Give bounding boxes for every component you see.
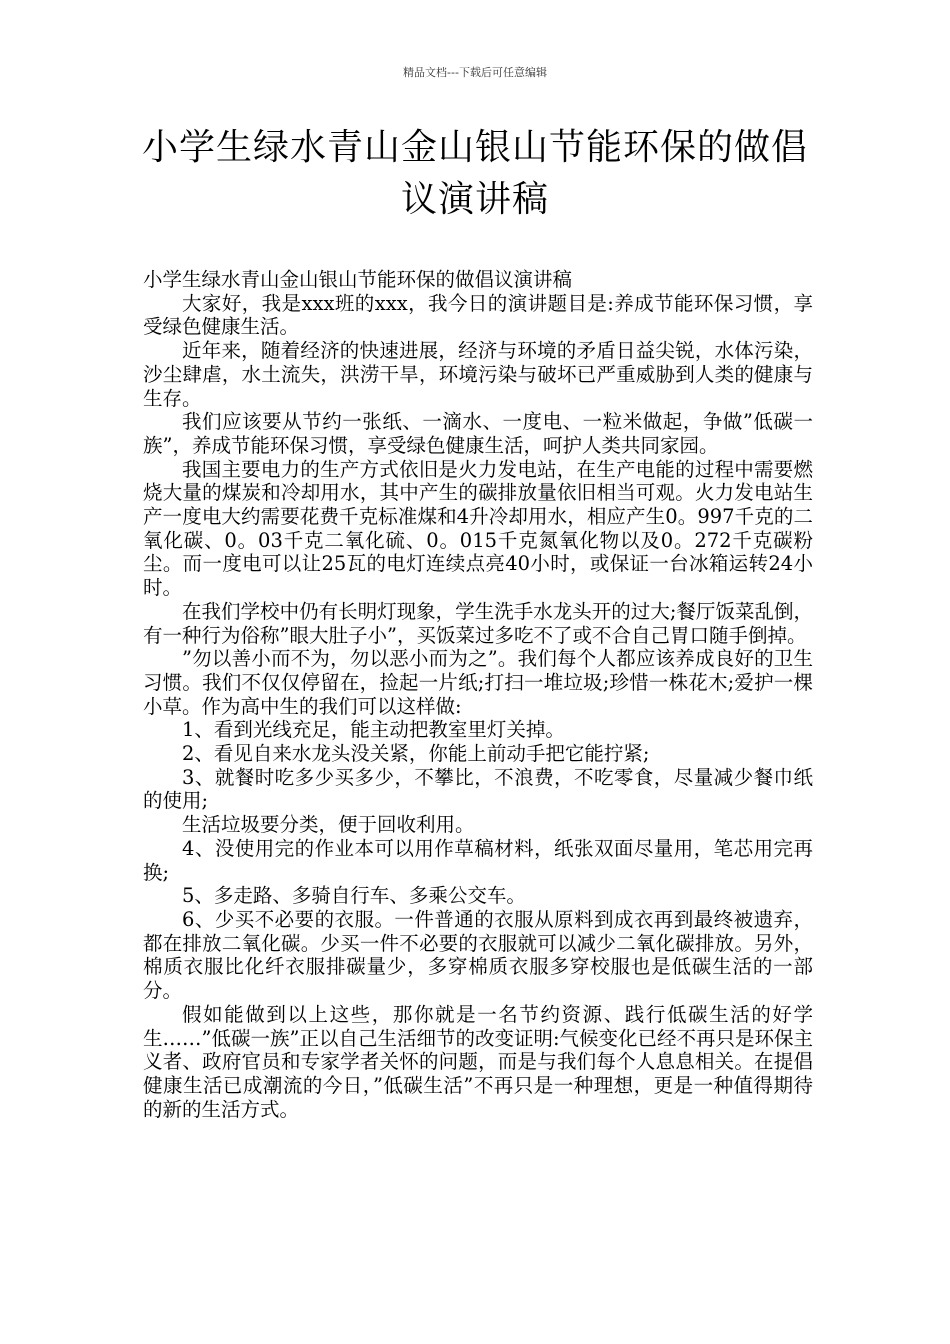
header-note: 精品文档---下载后可任意编辑 <box>403 66 547 79</box>
list-item: 6、少买不必要的衣服。一件普通的衣服从原料到成衣再到最终被遗弃，都在排放二氧化碳。少买一件不必要的衣服就可以减少二氧化碳排放。另外，棉质衣服比化纤衣服排碳量少，多穿棉质衣服多穿校服也是低碳生活的一部分。 <box>143 907 813 1003</box>
list-item: 4、没使用完的作业本可以用作草稿材料，纸张双面尽量用，笔芯用完再换; <box>143 836 813 884</box>
paragraph: 近年来，随着经济的快速进展，经济与环境的矛盾日益尖锐，水体污染，沙尘肆虐，水土流失，洪涝干旱，环境污染与破坏已严重威胁到人类的健康与生存。 <box>143 339 813 410</box>
paragraph: 我们应该要从节约一张纸、一滴水、一度电、一粒米做起，争做”低碳一族”，养成节能环保习惯，享受绿色健康生活，呵护人类共同家园。 <box>143 410 813 457</box>
list-item: 生活垃圾要分类，便于回收利用。 <box>182 813 475 837</box>
paragraph: ”勿以善小而不为，勿以恶小而为之”。我们每个人都应该养成良好的卫生习惯。我们不仅仅停留在，捡起一片纸;打扫一堆垃圾;珍惜一株花木;爱护一棵小草。作为高中生的我们可以这样做: <box>143 647 813 718</box>
list-item: 2、看见自来水龙头没关紧，你能上前动手把它能拧紧; <box>182 742 650 766</box>
document-title: 小学生绿水青山金山银山节能环保的做倡议演讲稿 <box>141 127 808 220</box>
list-item: 5、多走路、多骑自行车、多乘公交车。 <box>182 884 526 908</box>
paragraph: 假如能做到以上这些，那你就是一名节约资源、践行低碳生活的好学生……”低碳一族”正以自己生活细节的改变证明:气候变化已经不再只是环保主义者、政府官员和专家学者关怀的问题，而是与我们每个人息息相关。在提倡健康生活已成潮流的今日，”低碳生活”不再只是一种理想，更是一种值得期待的新的生活方式。 <box>143 1002 814 1121</box>
list-item: 1、看到光线充足，能主动把教室里灯关掉。 <box>182 718 565 742</box>
document-body <box>143 268 813 1121</box>
paragraph: 我国主要电力的生产方式依旧是火力发电站，在生产电能的过程中需要燃烧大量的煤炭和冷却用水，其中产生的碳排放量依旧相当可观。火力发电站生产一度电大约需要花费千克标准煤和4升冷却用水，相应产生0。997千克的二氧化碳、0。03千克二氧化硫、0。015千克氮氧化物以及0。272千克碳粉尘。而一度电可以让25瓦的电灯连续点亮40小时，或保证一台冰箱运转24小时。 <box>143 457 813 600</box>
paragraph: 大家好，我是xxx班的xxx，我今日的演讲题目是:养成节能环保习惯，享受绿色健康生活。 <box>143 291 813 339</box>
paragraph: 在我们学校中仍有长明灯现象，学生洗手水龙头开的过大;餐厅饭菜乱倒，有一种行为俗称”眼大肚子小”，买饭菜过多吃不了或不合自己胃口随手倒掉。 <box>143 599 813 647</box>
list-item: 3、就餐时吃多少买多少，不攀比，不浪费，不吃零食，尽量减少餐巾纸的使用; <box>143 765 813 813</box>
paragraph-subtitle: 小学生绿水青山金山银山节能环保的做倡议演讲稿 <box>143 268 573 291</box>
